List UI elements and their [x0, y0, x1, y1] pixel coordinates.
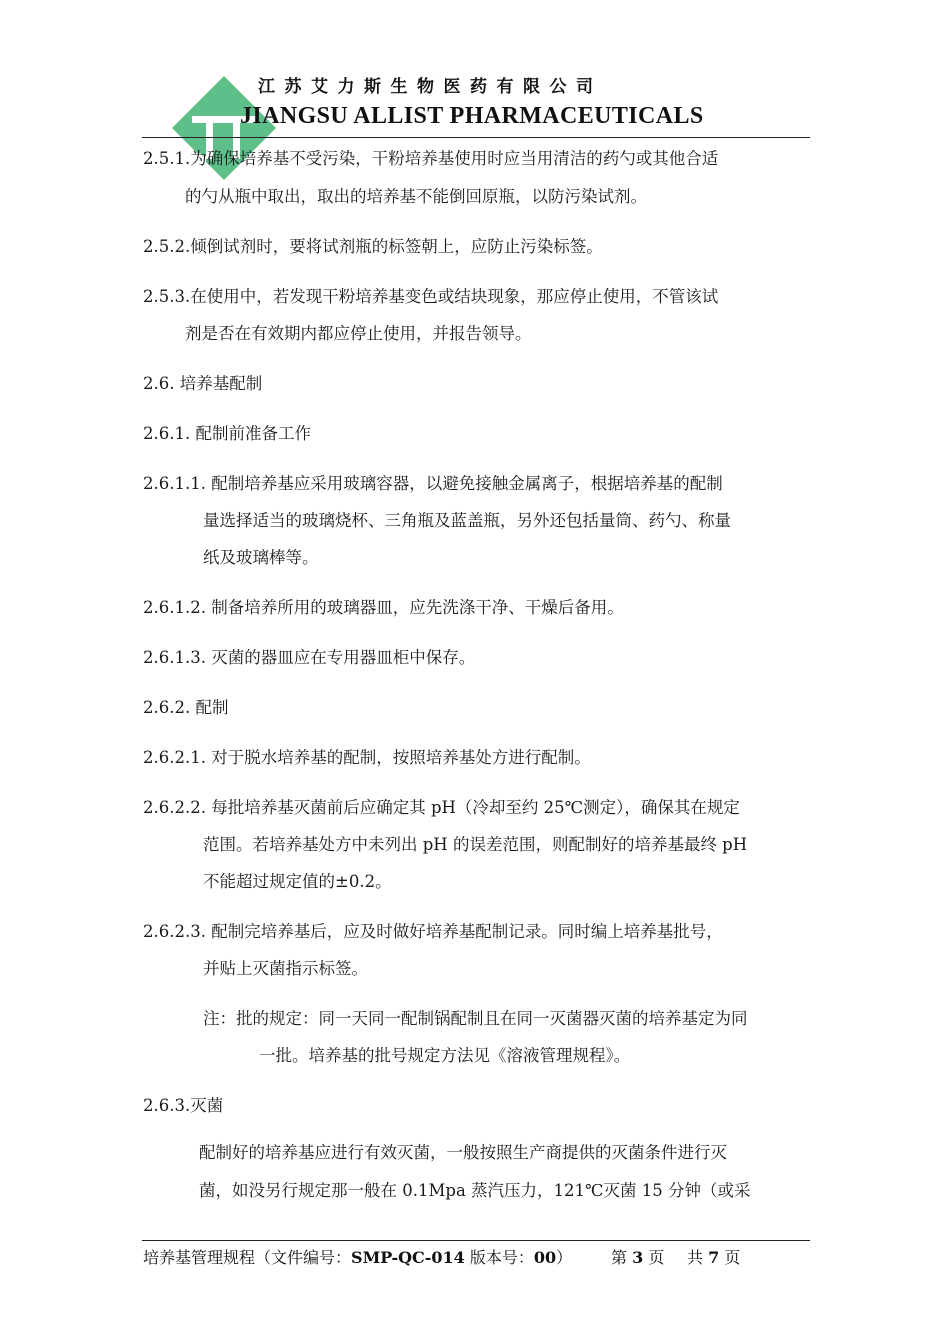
- total-prefix: 共: [687, 1248, 709, 1267]
- text-line: 2.6.2.2. 每批培养基灭菌前后应确定其 pH（冷却至约 25℃测定），确保其在规定: [143, 798, 740, 817]
- text-line: 剂是否在有效期内都应停止使用，并报告领导。: [185, 324, 532, 343]
- total-pages: 7: [708, 1248, 720, 1267]
- page-suffix: 页: [643, 1248, 665, 1267]
- text-line: 量选择适当的玻璃烧杯、三角瓶及蓝盖瓶，另外还包括量筒、药勺、称量: [203, 511, 731, 530]
- text-line: 2.6.2.1. 对于脱水培养基的配制，按照培养基处方进行配制。: [143, 748, 591, 767]
- text-line: 2.6.1.2. 制备培养所用的玻璃器皿，应先洗涤干净、干燥后备用。: [143, 598, 624, 617]
- footer-total-pages: [687, 1245, 740, 1268]
- text-line: 配制好的培养基应进行有效灭菌，一般按照生产商提供的灭菌条件进行灭: [199, 1143, 727, 1162]
- footer-version-suffix: ）: [556, 1248, 573, 1267]
- footer-version-prefix: 版本号：: [464, 1248, 534, 1267]
- total-suffix: 页: [719, 1248, 741, 1267]
- note-line: 注：批的规定：同一天同一配制锅配制且在同一灭菌器灭菌的培养基定为同: [203, 1009, 748, 1028]
- text-line: 2.5.3.在使用中，若发现干粉培养基变色或结块现象，那应停止使用，不管该试: [143, 287, 719, 306]
- section-heading: 2.6. 培养基配制: [143, 374, 263, 393]
- text-line: 2.6.1.3. 灭菌的器皿应在专用器皿柜中保存。: [143, 648, 476, 667]
- footer-version: 00: [533, 1248, 557, 1267]
- subsection-heading: 2.6.1. 配制前准备工作: [143, 424, 311, 443]
- footer-doc-no-prefix: （文件编号：: [255, 1248, 352, 1267]
- text-line: 2.6.2.3. 配制完培养基后，应及时做好培养基配制记录。同时编上培养基批号，: [143, 922, 723, 941]
- text-line: 不能超过规定值的±0.2。: [203, 872, 392, 891]
- note-line: 一批。培养基的批号规定方法见《溶液管理规程》。: [259, 1046, 631, 1065]
- text-line: 并贴上灭菌指示标签。: [203, 959, 368, 978]
- footer-page-number: [611, 1245, 664, 1268]
- text-line: 菌，如没另行规定那一般在 0.1Mpa 蒸汽压力，121℃灭菌 15 分钟（或采: [199, 1181, 751, 1200]
- page-no: 3: [632, 1248, 644, 1267]
- text-line: 2.5.2.倾倒试剂时，要将试剂瓶的标签朝上，应防止污染标签。: [143, 237, 603, 256]
- footer-document-info: [143, 1245, 572, 1268]
- footer-doc-name: 培养基管理规程: [143, 1248, 256, 1267]
- text-line: 2.5.1.为确保培养基不受污染，干粉培养基使用时应当用清洁的药勺或其他合适: [143, 149, 719, 168]
- footer-divider: [142, 1240, 810, 1241]
- footer-doc-no: SMP-QC-014: [351, 1248, 465, 1267]
- page-header: [0, 0, 950, 140]
- company-name-en: JIANGSU ALLIST PHARMACEUTICALS: [240, 103, 704, 129]
- text-line: 的勺从瓶中取出，取出的培养基不能倒回原瓶，以防污染试剂。: [185, 187, 647, 206]
- subsection-heading: 2.6.3.灭菌: [143, 1096, 224, 1115]
- text-line: 纸及玻璃棒等。: [203, 548, 319, 567]
- page-prefix: 第: [611, 1248, 633, 1267]
- subsection-heading: 2.6.2. 配制: [143, 698, 229, 717]
- company-name-cn: 江苏艾力斯生物医药有限公司: [258, 77, 603, 97]
- header-divider: [142, 137, 810, 138]
- text-line: 范围。若培养基处方中未列出 pH 的误差范围，则配制好的培养基最终 pH: [203, 835, 748, 854]
- text-line: 2.6.1.1. 配制培养基应采用玻璃容器，以避免接触金属离子，根据培养基的配制: [143, 474, 723, 493]
